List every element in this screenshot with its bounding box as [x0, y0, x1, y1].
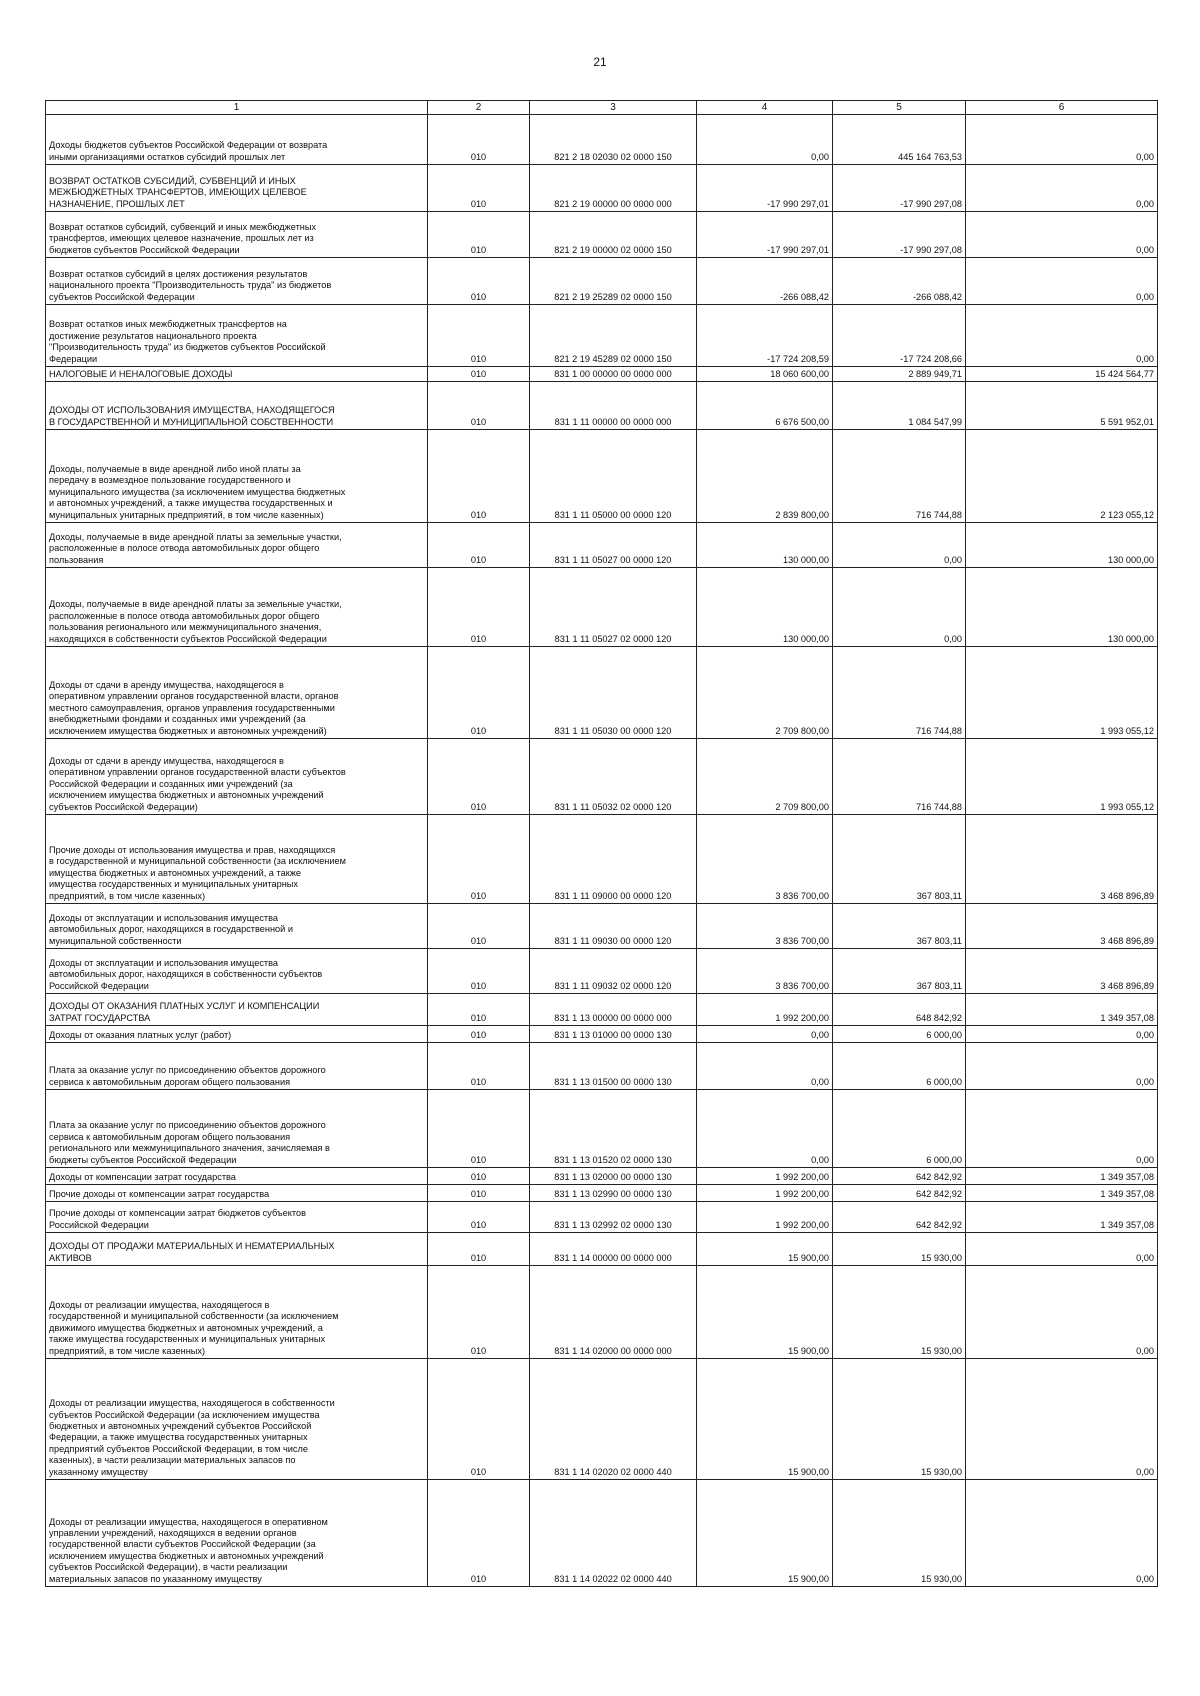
- row-name: ВОЗВРАТ ОСТАТКОВ СУБСИДИЙ, СУБВЕНЦИЙ И ИНЫХ МЕЖБЮДЖЕТНЫХ ТРАНСФЕРТОВ, ИМЕЮЩИХ ЦЕЛЕВОЕ НАЗНАЧЕНИЕ, ПРОШЛЫХ ЛЕТ: [46, 165, 428, 212]
- row-value-col5: 642 842,92: [833, 1185, 966, 1202]
- row-value-col6: 0,00: [966, 258, 1158, 305]
- row-value-col4: 6 676 500,00: [697, 382, 833, 430]
- row-kbk: 831 1 11 05027 00 0000 120: [530, 523, 697, 568]
- row-name: Доходы от реализации имущества, находящегося в собственности субъектов Российской Федерации (за исключением имущества бюджетных и автономных учреждений субъектов Российской Федерации, а также имущества государственных унитарных предприятий субъектов Российской Федерации, в том числе казенных), в части реализации материальных запасов по указанному имуществу: [46, 1359, 428, 1480]
- table-row: [46, 1185, 1158, 1202]
- row-name: Доходы от эксплуатации и использования имущества автомобильных дорог, находящихся в государственной и муниципальной собственности: [46, 904, 428, 949]
- row-value-col4: 0,00: [697, 1043, 833, 1090]
- row-value-col6: 1 993 055,12: [966, 647, 1158, 739]
- table-row: [46, 1480, 1158, 1587]
- row-kbk: 831 1 11 05030 00 0000 120: [530, 647, 697, 739]
- row-value-col5: 445 164 763,53: [833, 115, 966, 165]
- row-code: 010: [428, 115, 530, 165]
- row-kbk: 831 1 11 09032 02 0000 120: [530, 949, 697, 994]
- row-code: 010: [428, 815, 530, 904]
- row-kbk: 831 1 13 02990 00 0000 130: [530, 1185, 697, 1202]
- table-row: [46, 815, 1158, 904]
- table-header-row: [46, 101, 1158, 115]
- row-value-col6: 5 591 952,01: [966, 382, 1158, 430]
- row-kbk: 821 2 19 45289 02 0000 150: [530, 305, 697, 367]
- column-header-4: 4: [697, 101, 833, 115]
- row-value-col5: 648 842,92: [833, 994, 966, 1026]
- row-value-col4: 130 000,00: [697, 523, 833, 568]
- row-name: Прочие доходы от использования имущества и прав, находящихся в государственной и муниципальной собственности (за исключением имущества бюджетных и автономных учреждений, а также имущества государственных и муниципальных унитарных предприятий, в том числе казенных): [46, 815, 428, 904]
- row-value-col6: 0,00: [966, 1026, 1158, 1043]
- row-kbk: 831 1 11 00000 00 0000 000: [530, 382, 697, 430]
- row-value-col6: 1 349 357,08: [966, 1202, 1158, 1233]
- row-name: Доходы от сдачи в аренду имущества, находящегося в оперативном управлении органов государственной власти субъектов Российской Федерации и созданных ими учреждений (за исключением имущества бюджетных и автономных учреждений субъектов Российской Федерации): [46, 739, 428, 815]
- row-value-col4: 2 709 800,00: [697, 739, 833, 815]
- row-name: ДОХОДЫ ОТ ПРОДАЖИ МАТЕРИАЛЬНЫХ И НЕМАТЕРИАЛЬНЫХ АКТИВОВ: [46, 1233, 428, 1266]
- row-kbk: 821 2 19 25289 02 0000 150: [530, 258, 697, 305]
- row-value-col5: 15 930,00: [833, 1266, 966, 1359]
- row-name: Доходы, получаемые в виде арендной платы за земельные участки, расположенные в полосе отвода автомобильных дорог общего пользования регионального или межмуниципального значения, находящихся в собственности субъектов Российской Федерации: [46, 568, 428, 647]
- table-row: [46, 258, 1158, 305]
- row-kbk: 831 1 14 02022 02 0000 440: [530, 1480, 697, 1587]
- row-name: Доходы от эксплуатации и использования имущества автомобильных дорог, находящихся в собственности субъектов Российской Федерации: [46, 949, 428, 994]
- row-value-col6: 0,00: [966, 115, 1158, 165]
- row-kbk: 831 1 13 01520 02 0000 130: [530, 1090, 697, 1168]
- column-header-1: 1: [46, 101, 428, 115]
- row-value-col5: 716 744,88: [833, 430, 966, 523]
- row-value-col6: 1 993 055,12: [966, 739, 1158, 815]
- row-value-col4: 1 992 200,00: [697, 1202, 833, 1233]
- row-kbk: 831 1 13 02992 02 0000 130: [530, 1202, 697, 1233]
- row-kbk: 831 1 13 01000 00 0000 130: [530, 1026, 697, 1043]
- table-row: [46, 1233, 1158, 1266]
- table-row: [46, 1168, 1158, 1185]
- row-value-col6: 0,00: [966, 1480, 1158, 1587]
- row-value-col6: 1 349 357,08: [966, 1185, 1158, 1202]
- row-kbk: 831 1 13 01500 00 0000 130: [530, 1043, 697, 1090]
- row-name: Возврат остатков субсидий в целях достижения результатов национального проекта "Производительность труда" из бюджетов субъектов Российской Федерации: [46, 258, 428, 305]
- column-header-2: 2: [428, 101, 530, 115]
- row-kbk: 831 1 11 09000 00 0000 120: [530, 815, 697, 904]
- row-name: Плата за оказание услуг по присоединению объектов дорожного сервиса к автомобильным дорогам общего пользования регионального или межмуниципального значения, зачисляемая в бюджеты субъектов Российской Федерации: [46, 1090, 428, 1168]
- table-row: [46, 904, 1158, 949]
- row-name: Прочие доходы от компенсации затрат государства: [46, 1185, 428, 1202]
- row-name: ДОХОДЫ ОТ ОКАЗАНИЯ ПЛАТНЫХ УСЛУГ И КОМПЕНСАЦИИ ЗАТРАТ ГОСУДАРСТВА: [46, 994, 428, 1026]
- row-value-col4: 15 900,00: [697, 1266, 833, 1359]
- row-code: 010: [428, 523, 530, 568]
- row-value-col6: 0,00: [966, 165, 1158, 212]
- row-value-col4: 18 060 600,00: [697, 367, 833, 382]
- row-name: Доходы от реализации имущества, находящегося в государственной и муниципальной собственности (за исключением движимого имущества бюджетных и автономных учреждений, а также имущества государственных и муниципальных унитарных предприятий, в том числе казенных): [46, 1266, 428, 1359]
- table-body: [46, 115, 1158, 1587]
- row-value-col6: 0,00: [966, 212, 1158, 258]
- row-value-col4: 1 992 200,00: [697, 1168, 833, 1185]
- row-value-col6: 1 349 357,08: [966, 994, 1158, 1026]
- row-name: Доходы от реализации имущества, находящегося в оперативном управлении учреждений, находящихся в ведении органов государственной власти субъектов Российской Федерации (за исключением имущества бюджетных и автономных учреждений субъектов Российской Федерации), в части реализации материальных запасов по указанному имуществу: [46, 1480, 428, 1587]
- row-code: 010: [428, 1202, 530, 1233]
- row-kbk: 831 1 11 05000 00 0000 120: [530, 430, 697, 523]
- table-row: [46, 367, 1158, 382]
- row-code: 010: [428, 949, 530, 994]
- table-row: [46, 1266, 1158, 1359]
- row-value-col6: 0,00: [966, 1266, 1158, 1359]
- row-value-col5: 642 842,92: [833, 1202, 966, 1233]
- row-kbk: 831 1 11 05027 02 0000 120: [530, 568, 697, 647]
- row-value-col4: 3 836 700,00: [697, 815, 833, 904]
- row-value-col4: -266 088,42: [697, 258, 833, 305]
- row-value-col4: 1 992 200,00: [697, 1185, 833, 1202]
- row-code: 010: [428, 382, 530, 430]
- table-row: [46, 1359, 1158, 1480]
- row-value-col5: 0,00: [833, 523, 966, 568]
- table-row: [46, 212, 1158, 258]
- table-row: [46, 1026, 1158, 1043]
- row-value-col5: 15 930,00: [833, 1480, 966, 1587]
- row-value-col5: 367 803,11: [833, 949, 966, 994]
- row-value-col4: 15 900,00: [697, 1233, 833, 1266]
- row-code: 010: [428, 1480, 530, 1587]
- column-header-6: 6: [966, 101, 1158, 115]
- row-kbk: 821 2 19 00000 00 0000 000: [530, 165, 697, 212]
- row-value-col6: 0,00: [966, 305, 1158, 367]
- row-kbk: 831 1 11 09030 00 0000 120: [530, 904, 697, 949]
- row-value-col4: 3 836 700,00: [697, 949, 833, 994]
- row-value-col5: 2 889 949,71: [833, 367, 966, 382]
- table-row: [46, 949, 1158, 994]
- row-name: Доходы, получаемые в виде арендной платы за земельные участки, расположенные в полосе отвода автомобильных дорог общего пользования: [46, 523, 428, 568]
- row-value-col4: 130 000,00: [697, 568, 833, 647]
- table-row: [46, 739, 1158, 815]
- row-code: 010: [428, 1168, 530, 1185]
- row-value-col4: 2 709 800,00: [697, 647, 833, 739]
- table-row: [46, 1090, 1158, 1168]
- row-code: 010: [428, 1266, 530, 1359]
- row-kbk: 831 1 13 02000 00 0000 130: [530, 1168, 697, 1185]
- row-code: 010: [428, 1043, 530, 1090]
- row-code: 010: [428, 568, 530, 647]
- row-name: Плата за оказание услуг по присоединению объектов дорожного сервиса к автомобильным дорогам общего пользования: [46, 1043, 428, 1090]
- row-code: 010: [428, 305, 530, 367]
- table-row: [46, 115, 1158, 165]
- row-value-col5: 716 744,88: [833, 647, 966, 739]
- revenue-table: [45, 100, 1158, 1587]
- row-value-col6: 3 468 896,89: [966, 904, 1158, 949]
- row-kbk: 831 1 14 02000 00 0000 000: [530, 1266, 697, 1359]
- row-value-col5: 15 930,00: [833, 1233, 966, 1266]
- row-value-col5: 15 930,00: [833, 1359, 966, 1480]
- table-row: [46, 305, 1158, 367]
- row-code: 010: [428, 212, 530, 258]
- row-code: 010: [428, 1233, 530, 1266]
- row-code: 010: [428, 904, 530, 949]
- table-row: [46, 523, 1158, 568]
- row-name: НАЛОГОВЫЕ И НЕНАЛОГОВЫЕ ДОХОДЫ: [46, 367, 428, 382]
- row-kbk: 831 1 14 00000 00 0000 000: [530, 1233, 697, 1266]
- row-name: Доходы от сдачи в аренду имущества, находящегося в оперативном управлении органов государственной власти, органов местного самоуправления, органов управления государственными внебюджетными фондами и созданных ими учреждений (за исключением имущества бюджетных и автономных учреждений): [46, 647, 428, 739]
- row-value-col4: 3 836 700,00: [697, 904, 833, 949]
- row-value-col4: -17 724 208,59: [697, 305, 833, 367]
- row-value-col6: 130 000,00: [966, 568, 1158, 647]
- row-value-col5: 642 842,92: [833, 1168, 966, 1185]
- row-kbk: 831 1 00 00000 00 0000 000: [530, 367, 697, 382]
- row-code: 010: [428, 258, 530, 305]
- row-value-col5: 367 803,11: [833, 815, 966, 904]
- row-name: Прочие доходы от компенсации затрат бюджетов субъектов Российской Федерации: [46, 1202, 428, 1233]
- row-value-col6: 1 349 357,08: [966, 1168, 1158, 1185]
- row-value-col4: -17 990 297,01: [697, 212, 833, 258]
- table-row: [46, 165, 1158, 212]
- row-value-col6: 0,00: [966, 1233, 1158, 1266]
- row-value-col4: 0,00: [697, 1090, 833, 1168]
- row-code: 010: [428, 994, 530, 1026]
- row-value-col5: -17 990 297,08: [833, 165, 966, 212]
- row-code: 010: [428, 647, 530, 739]
- table-row: [46, 647, 1158, 739]
- row-value-col6: 3 468 896,89: [966, 815, 1158, 904]
- row-code: 010: [428, 1026, 530, 1043]
- row-code: 010: [428, 1090, 530, 1168]
- row-value-col5: 0,00: [833, 568, 966, 647]
- row-value-col6: 3 468 896,89: [966, 949, 1158, 994]
- row-value-col4: 15 900,00: [697, 1359, 833, 1480]
- row-code: 010: [428, 165, 530, 212]
- row-name: Доходы, получаемые в виде арендной либо иной платы за передачу в возмездное пользование государственного и муниципального имущества (за исключением имущества бюджетных и автономных учреждений, а также имущества государственных и муниципальных унитарных предприятий, в том числе казенных): [46, 430, 428, 523]
- row-value-col5: -266 088,42: [833, 258, 966, 305]
- row-name: Доходы бюджетов субъектов Российской Федерации от возврата иными организациями остатков субсидий прошлых лет: [46, 115, 428, 165]
- table-row: [46, 1202, 1158, 1233]
- row-name: Возврат остатков иных межбюджетных трансфертов на достижение результатов национального проекта "Производительность труда" из бюджетов субъектов Российской Федерации: [46, 305, 428, 367]
- row-value-col6: 0,00: [966, 1090, 1158, 1168]
- row-code: 010: [428, 739, 530, 815]
- table-row: [46, 430, 1158, 523]
- row-name: Доходы от оказания платных услуг (работ): [46, 1026, 428, 1043]
- row-value-col6: 0,00: [966, 1359, 1158, 1480]
- table-row: [46, 1043, 1158, 1090]
- table-row: [46, 994, 1158, 1026]
- row-name: Доходы от компенсации затрат государства: [46, 1168, 428, 1185]
- row-value-col4: 0,00: [697, 1026, 833, 1043]
- row-code: 010: [428, 1359, 530, 1480]
- row-value-col6: 2 123 055,12: [966, 430, 1158, 523]
- row-kbk: 831 1 13 00000 00 0000 000: [530, 994, 697, 1026]
- row-value-col5: 6 000,00: [833, 1043, 966, 1090]
- row-value-col4: 1 992 200,00: [697, 994, 833, 1026]
- row-name: ДОХОДЫ ОТ ИСПОЛЬЗОВАНИЯ ИМУЩЕСТВА, НАХОДЯЩЕГОСЯ В ГОСУДАРСТВЕННОЙ И МУНИЦИПАЛЬНОЙ СОБСТВЕННОСТИ: [46, 382, 428, 430]
- page-number: 21: [593, 55, 607, 69]
- column-header-5: 5: [833, 101, 966, 115]
- row-value-col4: 2 839 800,00: [697, 430, 833, 523]
- table-row: [46, 382, 1158, 430]
- row-value-col5: 716 744,88: [833, 739, 966, 815]
- row-value-col5: 367 803,11: [833, 904, 966, 949]
- row-value-col4: 15 900,00: [697, 1480, 833, 1587]
- row-code: 010: [428, 1185, 530, 1202]
- row-code: 010: [428, 430, 530, 523]
- row-value-col4: -17 990 297,01: [697, 165, 833, 212]
- row-value-col5: 1 084 547,99: [833, 382, 966, 430]
- row-kbk: 831 1 11 05032 02 0000 120: [530, 739, 697, 815]
- row-value-col5: 6 000,00: [833, 1026, 966, 1043]
- row-kbk: 821 2 19 00000 02 0000 150: [530, 212, 697, 258]
- row-name: Возврат остатков субсидий, субвенций и иных межбюджетных трансфертов, имеющих целевое назначение, прошлых лет из бюджетов субъектов Российской Федерации: [46, 212, 428, 258]
- row-kbk: 821 2 18 02030 02 0000 150: [530, 115, 697, 165]
- row-value-col5: -17 990 297,08: [833, 212, 966, 258]
- column-header-3: 3: [530, 101, 697, 115]
- row-value-col5: -17 724 208,66: [833, 305, 966, 367]
- table-row: [46, 568, 1158, 647]
- row-value-col4: 0,00: [697, 115, 833, 165]
- row-value-col6: 15 424 564,77: [966, 367, 1158, 382]
- row-value-col6: 0,00: [966, 1043, 1158, 1090]
- row-kbk: 831 1 14 02020 02 0000 440: [530, 1359, 697, 1480]
- row-code: 010: [428, 367, 530, 382]
- row-value-col6: 130 000,00: [966, 523, 1158, 568]
- row-value-col5: 6 000,00: [833, 1090, 966, 1168]
